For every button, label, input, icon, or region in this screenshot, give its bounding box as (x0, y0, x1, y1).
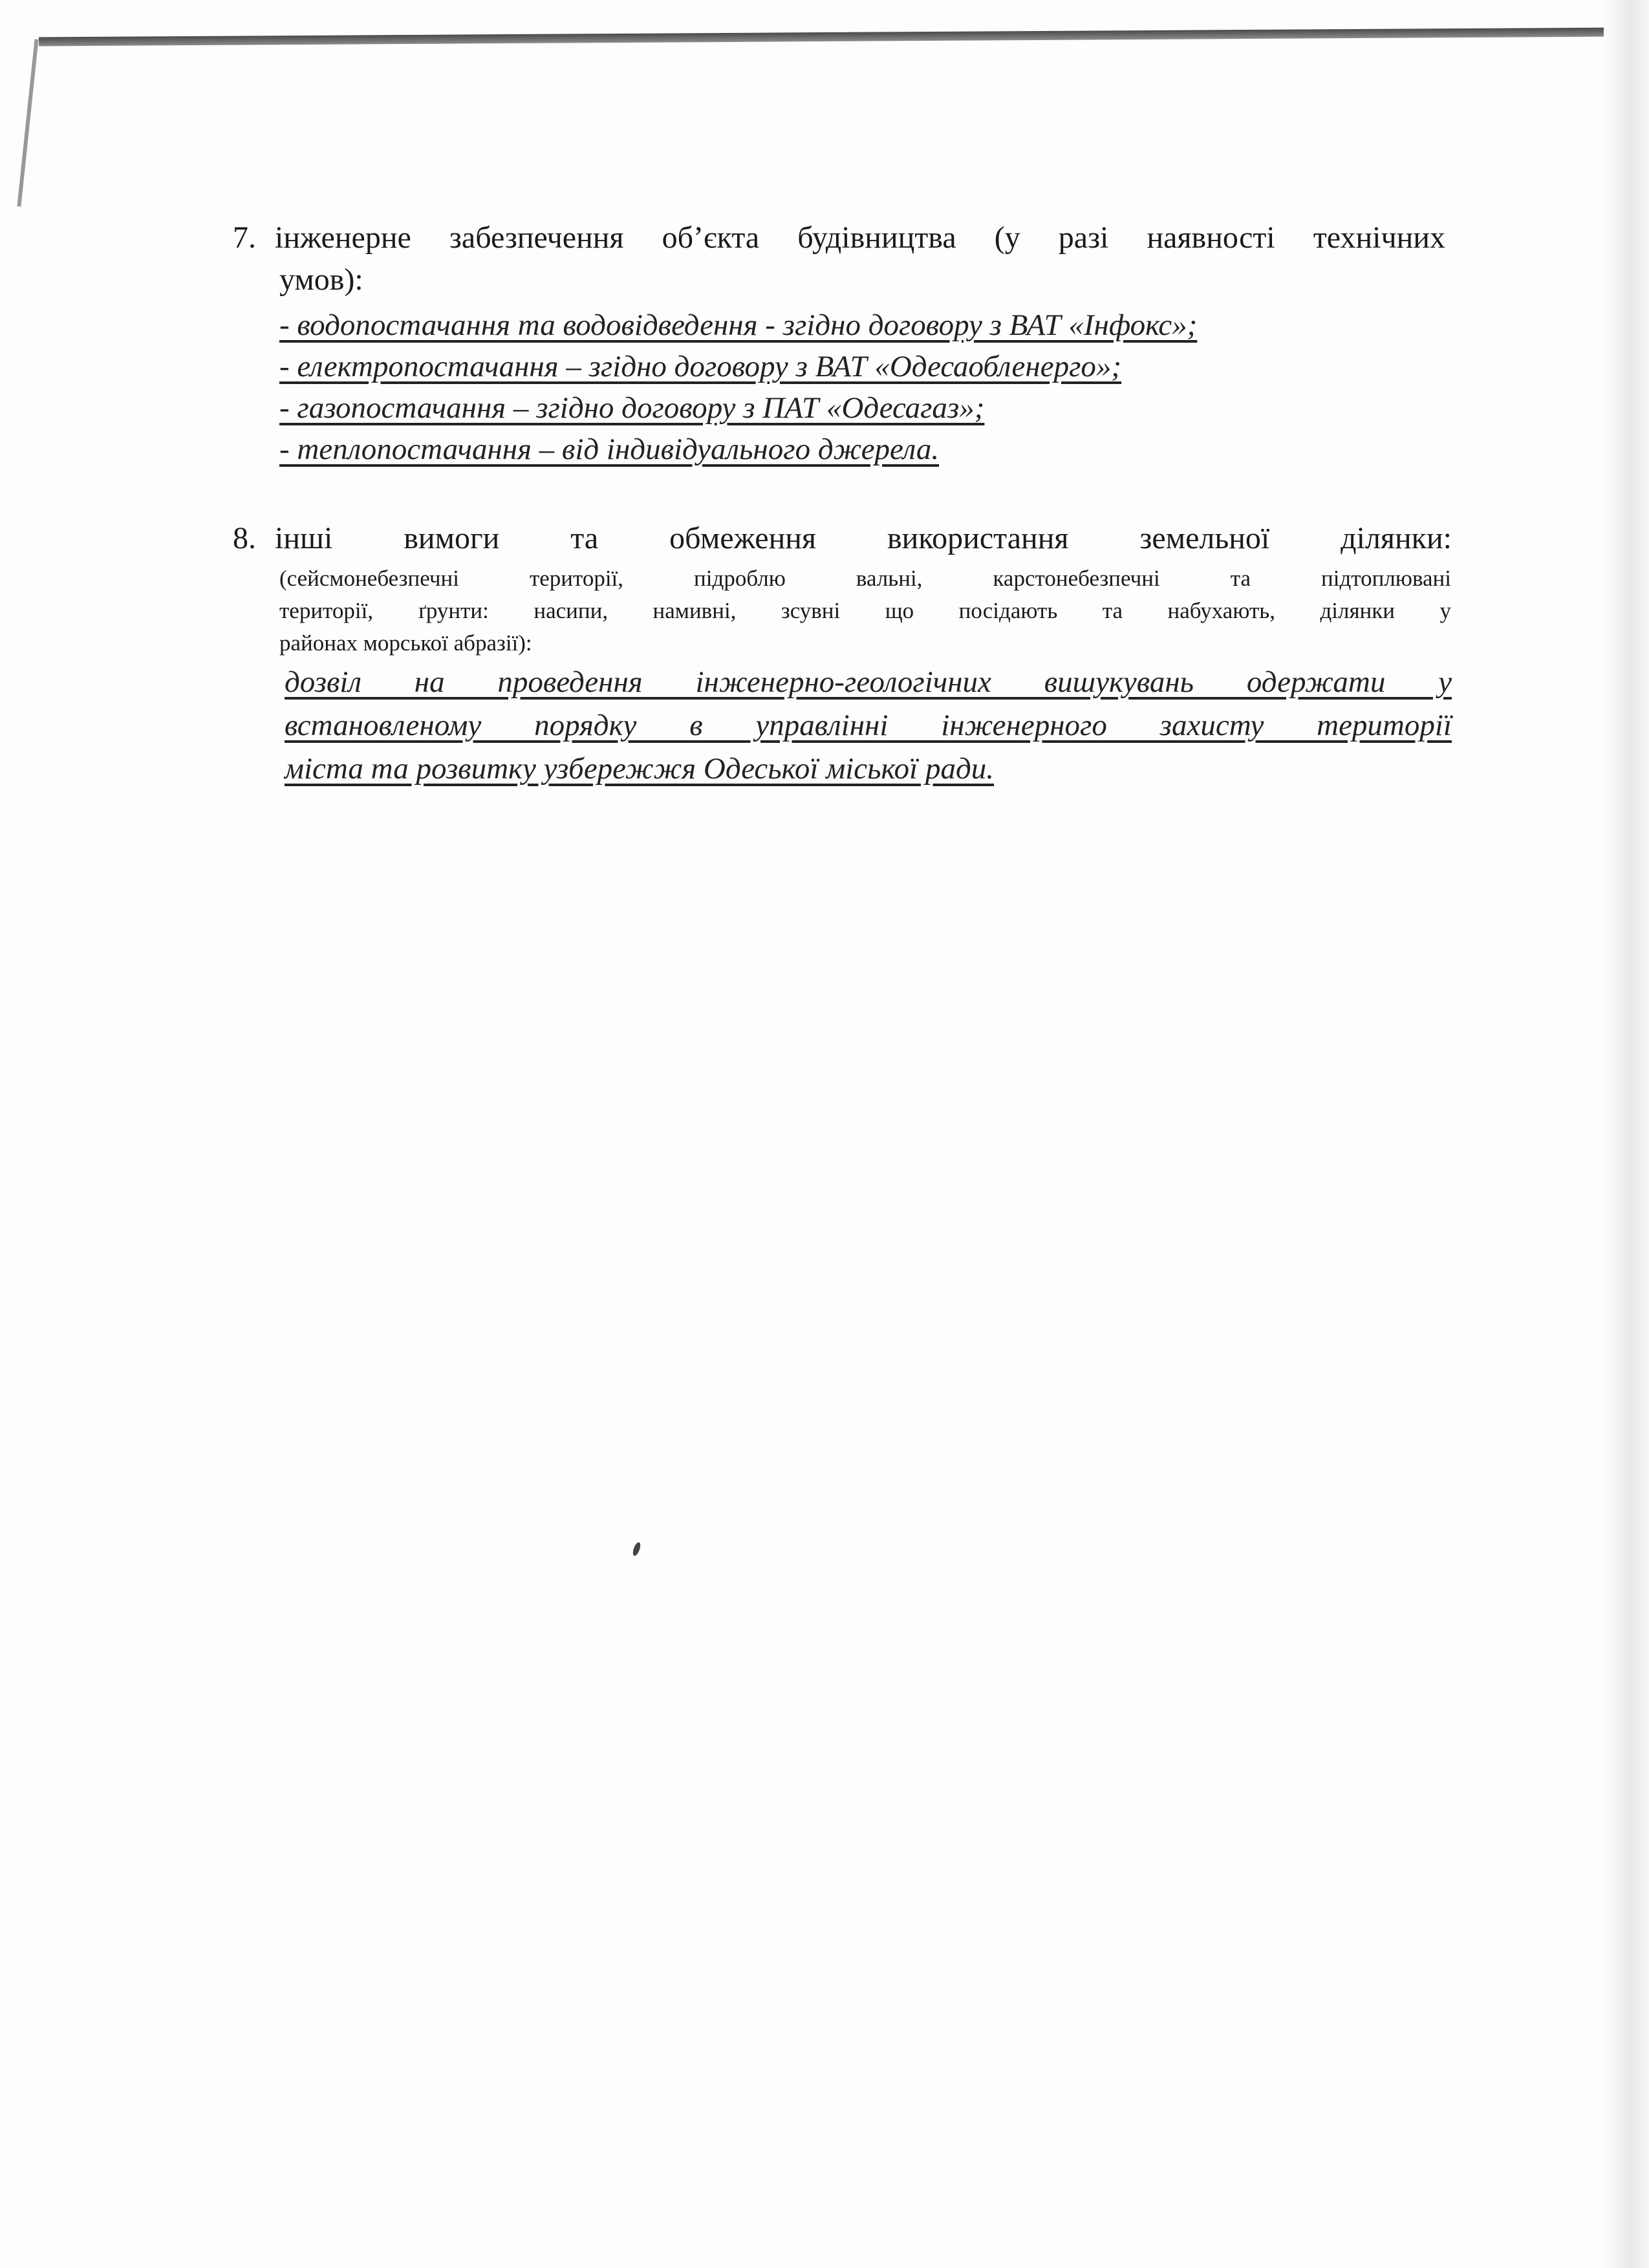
section-8-number: 8. (233, 521, 256, 555)
section-8-answer: встановленому порядку в управлінні інженерного захисту території (285, 709, 1452, 742)
scan-left-edge (17, 39, 38, 206)
utility-item: - електропостачання – згідно договору з ВАТ «Одесаобленерго»; (279, 350, 1122, 383)
section-8-answer: міста та розвитку узбережжя Одеської міської ради. (285, 752, 995, 786)
section-8-answer: дозвіл на проведення інженерно-геологічних вишукувань одержати у (285, 665, 1452, 699)
utility-item: - газопостачання – згідно договору з ПАТ «Одесагаз»; (279, 391, 985, 425)
section-7-number: 7. (233, 220, 256, 255)
utility-item: - водопостачання та водовідведення - згідно договору з ВАТ «Інфокс»; (279, 308, 1198, 342)
scan-top-edge (39, 28, 1617, 47)
scan-right-shadow (1604, 0, 1649, 2268)
section-8-note: території, ґрунти: насипи, намивні, зсувні що посідають та набухають, ділянки у (279, 598, 1451, 623)
section-8-note: (сейсмонебезпечні території, підроблю вальні, карстонебезпечні та підтоплювані (279, 566, 1451, 591)
scan-speck (632, 1541, 642, 1557)
section-8-heading: інші вимоги та обмеження використання земельної ділянки: (275, 521, 1452, 555)
section-8-note: районах морської абразії): (279, 630, 532, 656)
utility-item: - теплопостачання – від індивідуального джерела. (279, 433, 940, 466)
section-7-heading: інженерне забезпечення об’єкта будівництва (у разі наявності технічних (275, 220, 1445, 255)
section-7-heading-cont: умов): (279, 262, 363, 297)
